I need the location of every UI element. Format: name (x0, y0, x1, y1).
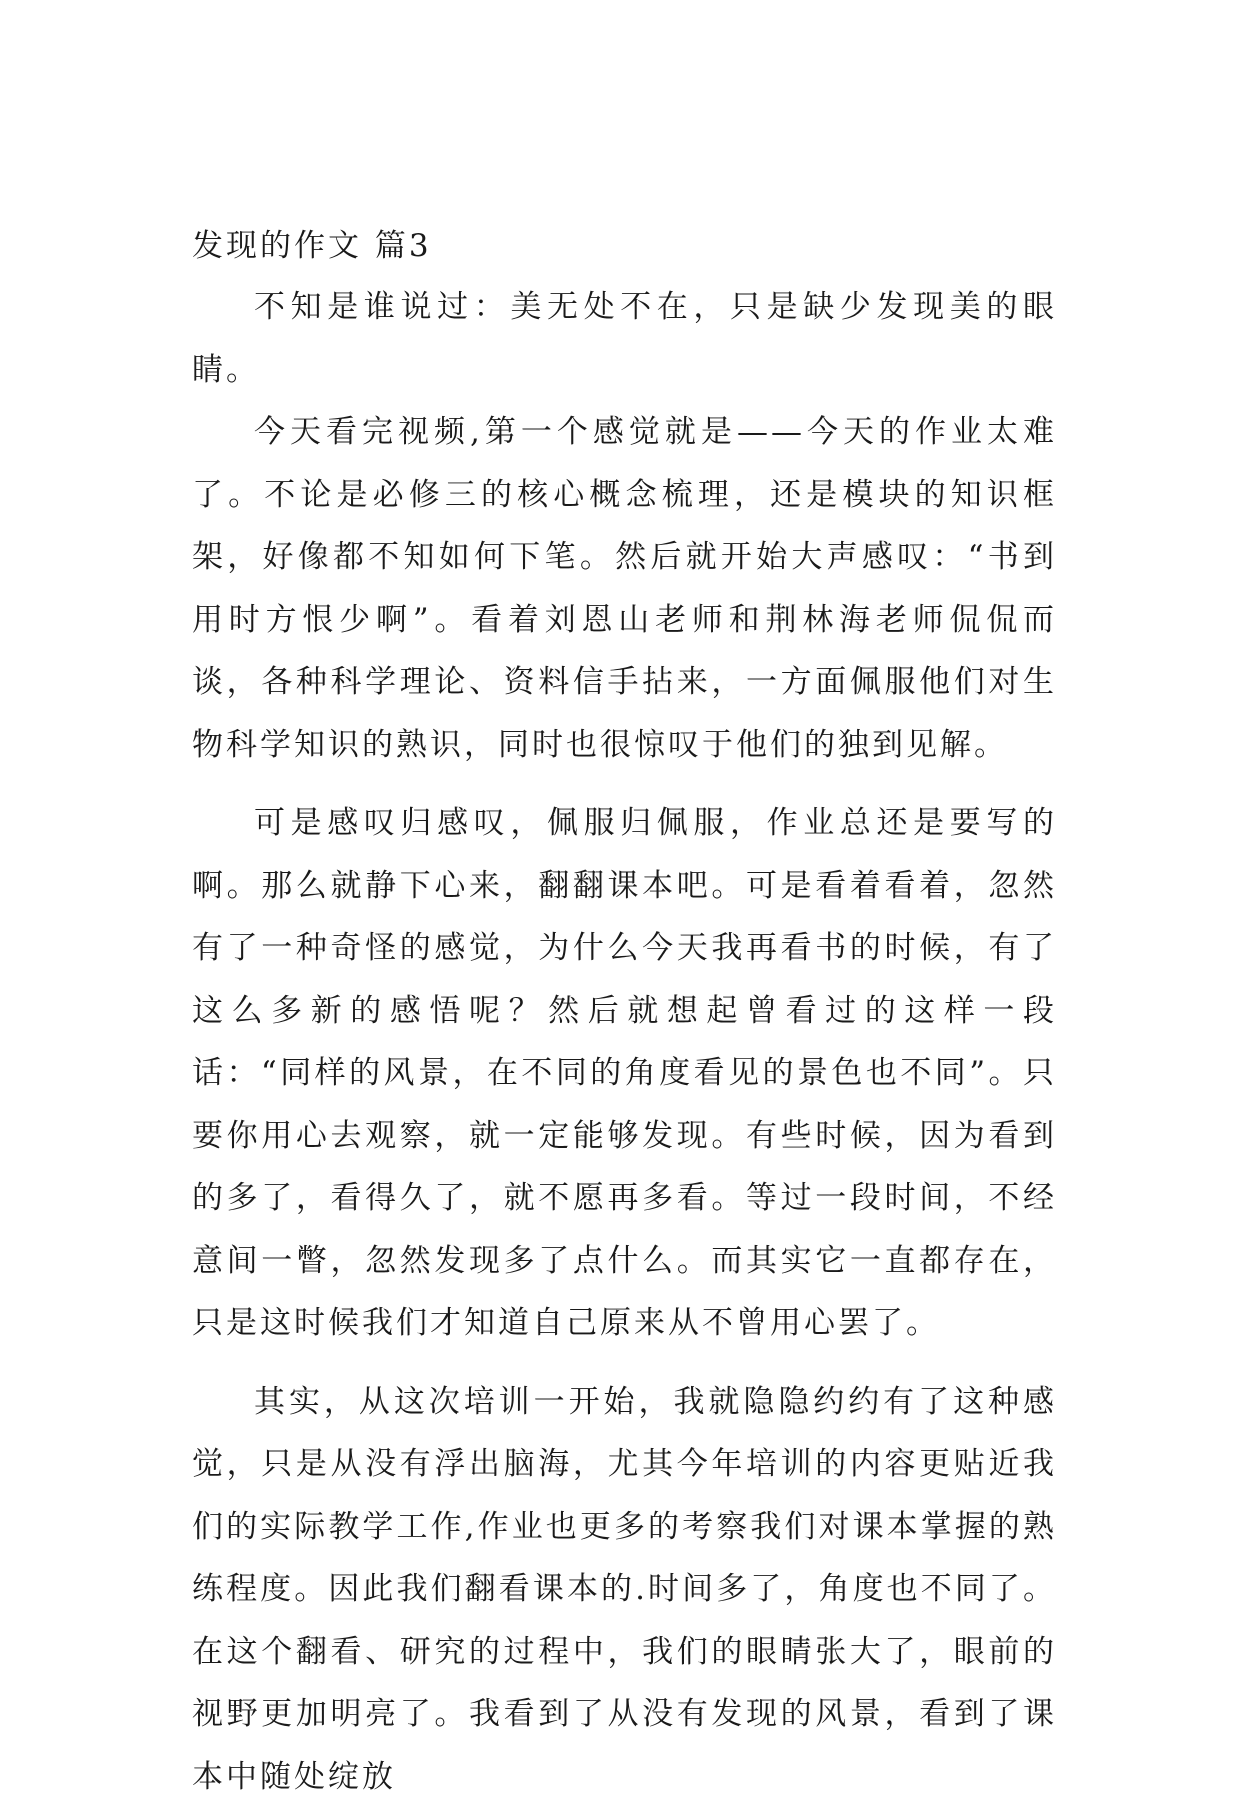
document-body (192, 216, 1057, 1808)
paragraph-2: 今天看完视频,第一个感觉就是——今天的作业太难了。不论是必修三的核心概念梳理，还是模块的知识框架，好像都不知如何下笔。然后就开始大声感叹：“书到用时方恨少啊”。看着刘恩山老师和荆林海老师侃侃而谈，各种科学理论、资料信手拈来，一方面佩服他们对生物科学知识的熟识，同时也很惊叹于他们的独到见解。 (192, 401, 1057, 776)
paragraph-4: 其实，从这次培训一开始，我就隐隐约约有了这种感觉，只是从没有浮出脑海，尤其今年培训的内容更贴近我们的实际教学工作,作业也更多的考察我们对课本掌握的熟练程度。因此我们翻看课本的.时间多了，角度也不同了。在这个翻看、研究的过程中，我们的眼睛张大了，眼前的视野更加明亮了。我看到了从没有发现的风景，看到了课本中随处绽放 (192, 1371, 1057, 1808)
paragraph-3: 可是感叹归感叹，佩服归佩服，作业总还是要写的啊。那么就静下心来，翻翻课本吧。可是看着看着，忽然有了一种奇怪的感觉，为什么今天我再看书的时候，有了这么多新的感悟呢？然后就想起曾看过的这样一段话：“同样的风景，在不同的角度看见的景色也不同”。只要你用心去观察，就一定能够发现。有些时候，因为看到的多了，看得久了，就不愿再多看。等过一段时间，不经意间一瞥，忽然发现多了点什么。而其实它一直都存在，只是这时候我们才知道自己原来从不曾用心罢了。 (192, 792, 1057, 1355)
paragraph-1: 不知是谁说过：美无处不在，只是缺少发现美的眼睛。 (192, 276, 1057, 401)
document-title: 发现的作文 篇3 (192, 216, 1057, 276)
